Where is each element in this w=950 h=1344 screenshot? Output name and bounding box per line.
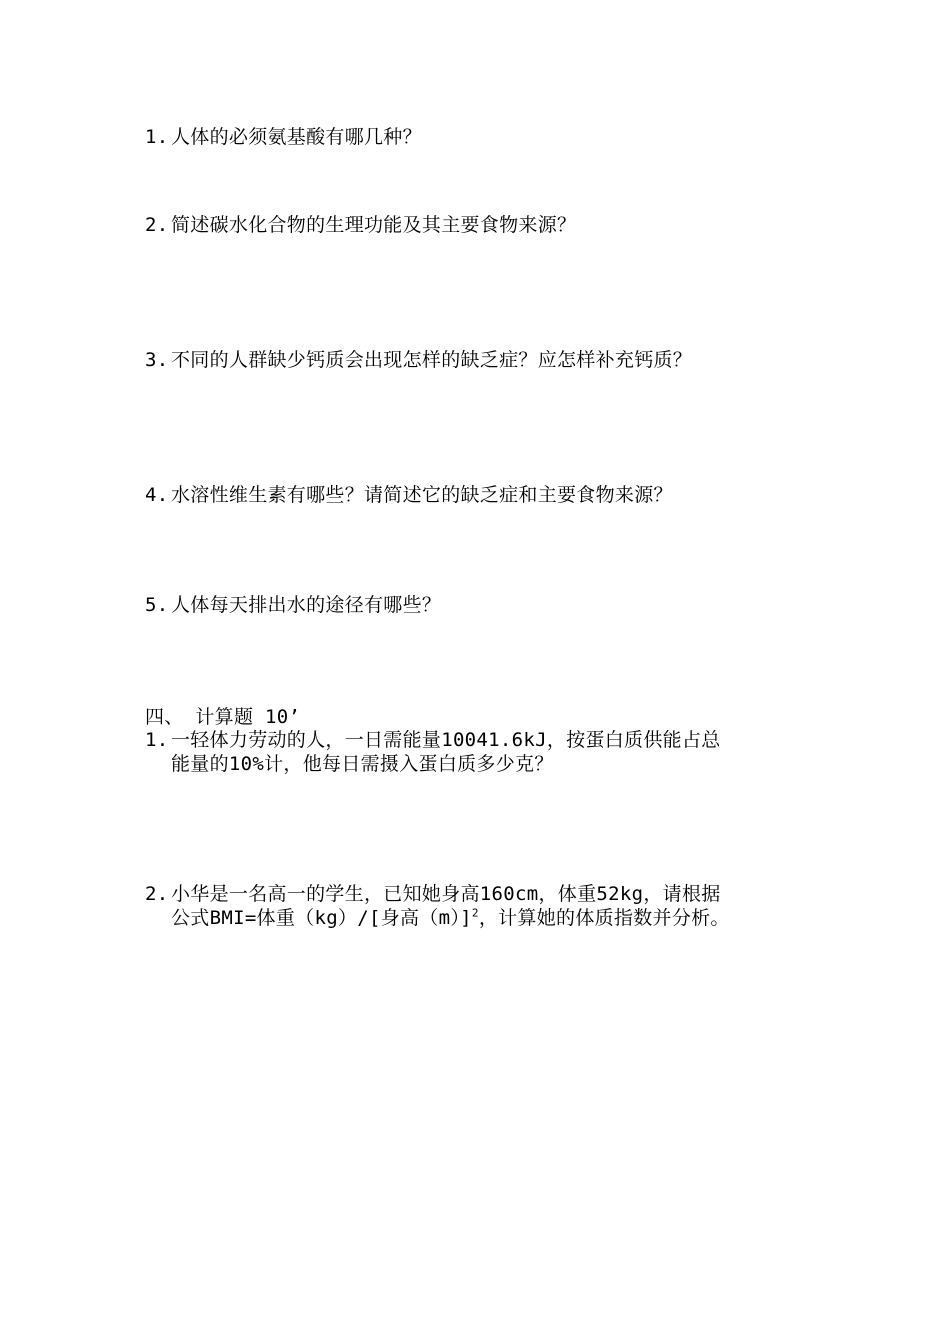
question-text-tail: ，计算她的体质指数并分析。	[478, 907, 730, 929]
question-number: 4.	[145, 484, 169, 506]
calc-question-1-line-2: 能量的10%计，他每日需摄入蛋白质多少克？	[171, 753, 554, 775]
question-text: 小华是一名高一的学生，已知她身高160cm，体重52kg，请根据	[171, 883, 721, 905]
question-text: 简述碳水化合物的生理功能及其主要食物来源？	[171, 214, 577, 236]
question-number: 1.	[145, 126, 169, 148]
question-number: 2.	[145, 214, 169, 236]
question-5	[145, 593, 441, 617]
question-number: 5.	[145, 594, 169, 616]
question-text: 人体每天排出水的途径有哪些？	[171, 594, 442, 616]
section-heading: 四、 计算题 10’	[145, 706, 301, 728]
question-4	[145, 483, 673, 507]
formula-text: 公式BMI=体重（kg）/[身高（m）]	[171, 907, 472, 929]
calc-question-2-line-1	[145, 882, 721, 906]
question-number: 3.	[145, 349, 169, 371]
question-1	[145, 125, 422, 149]
question-text: 水溶性维生素有哪些？请简述它的缺乏症和主要食物来源？	[171, 484, 673, 506]
question-number: 1.	[145, 729, 169, 751]
question-text: 不同的人群缺少钙质会出现怎样的缺乏症？应怎样补充钙质？	[171, 349, 693, 371]
question-number: 2.	[145, 883, 169, 905]
question-text: 人体的必须氨基酸有哪几种？	[171, 126, 422, 148]
superscript: 2	[471, 906, 479, 920]
question-text: 一轻体力劳动的人，一日需能量10041.6kJ，按蛋白质供能占总	[171, 729, 721, 751]
calc-question-1-line-1	[145, 728, 721, 752]
question-2	[145, 213, 576, 237]
question-3	[145, 348, 692, 372]
calc-question-2-line-2	[171, 906, 730, 930]
